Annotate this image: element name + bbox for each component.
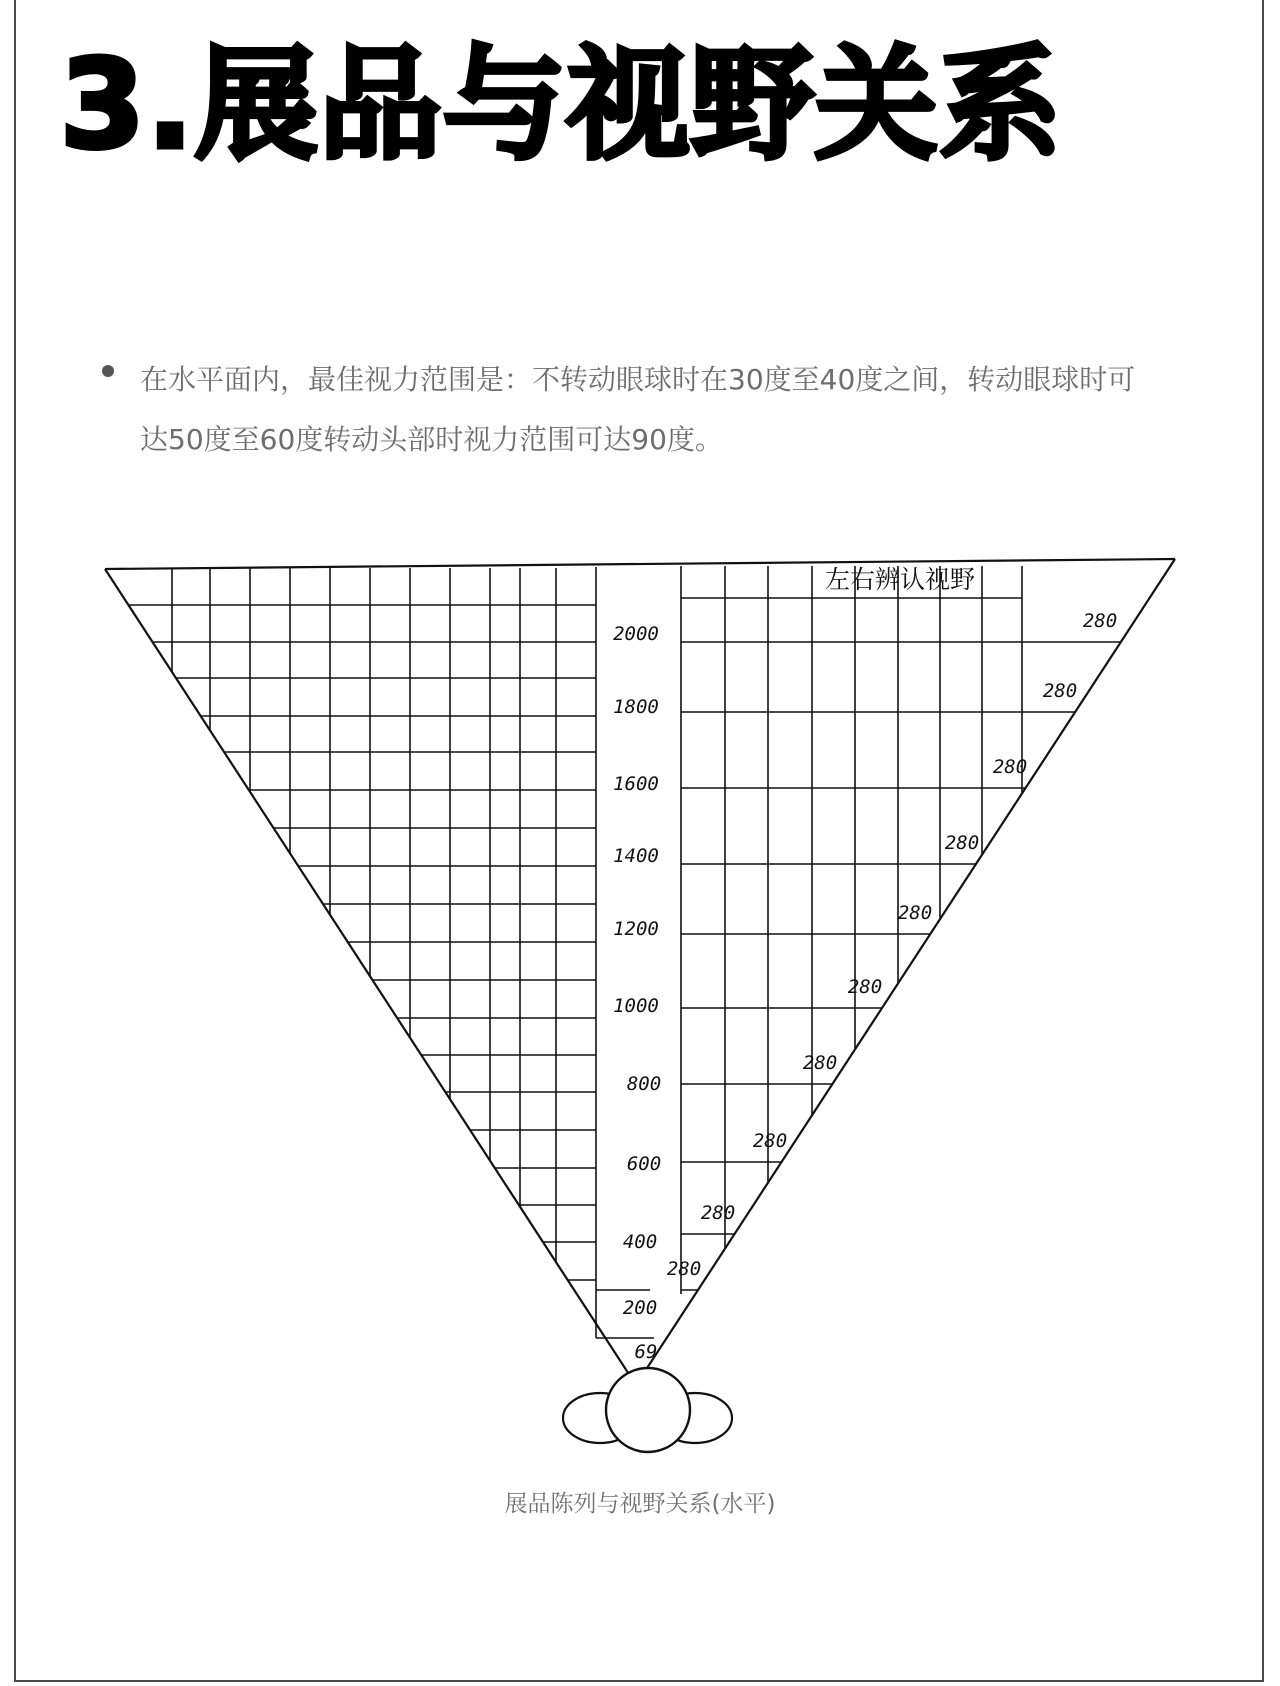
distance-label: 1800 [613,696,659,718]
step-label: 280 [752,1130,788,1152]
distance-label: 1400 [613,845,659,867]
distance-label: 200 [622,1297,658,1319]
step-label: 280 [992,756,1028,778]
distance-label: 800 [626,1073,662,1095]
step-label: 280 [1042,680,1078,702]
step-label: 280 [944,832,980,854]
step-label: 280 [1082,610,1118,632]
diagram-grid [105,559,1175,1385]
page-title: 3.展品与视野关系 [60,34,1064,176]
zone-label: 左右辨认视野 [825,565,976,594]
step-label: 280 [802,1052,838,1074]
distance-label: 69 [634,1341,658,1363]
step-label: 280 [897,902,933,924]
distance-label: 1600 [613,773,659,795]
diagram-caption: 展品陈列与视野关系(水平) [504,1491,776,1517]
head-icon [563,1368,732,1452]
distance-label: 1000 [613,995,659,1017]
step-label: 280 [700,1202,736,1224]
bullet-text: 在水平面内，最佳视力范围是：不转动眼球时在30度至40度之间，转动眼球时可达50度至60度转动头部时视力范围可达90度。 [140,363,1136,456]
step-label: 280 [666,1258,702,1280]
distance-label: 2000 [613,623,659,645]
triangle-top-edge [105,559,1175,569]
distance-label: 400 [622,1231,658,1253]
distance-label: 600 [626,1153,662,1175]
triangle-right-edge [636,559,1175,1385]
step-label: 280 [847,976,883,998]
distance-label: 1200 [613,918,659,940]
diagram-labels [613,565,1117,1363]
